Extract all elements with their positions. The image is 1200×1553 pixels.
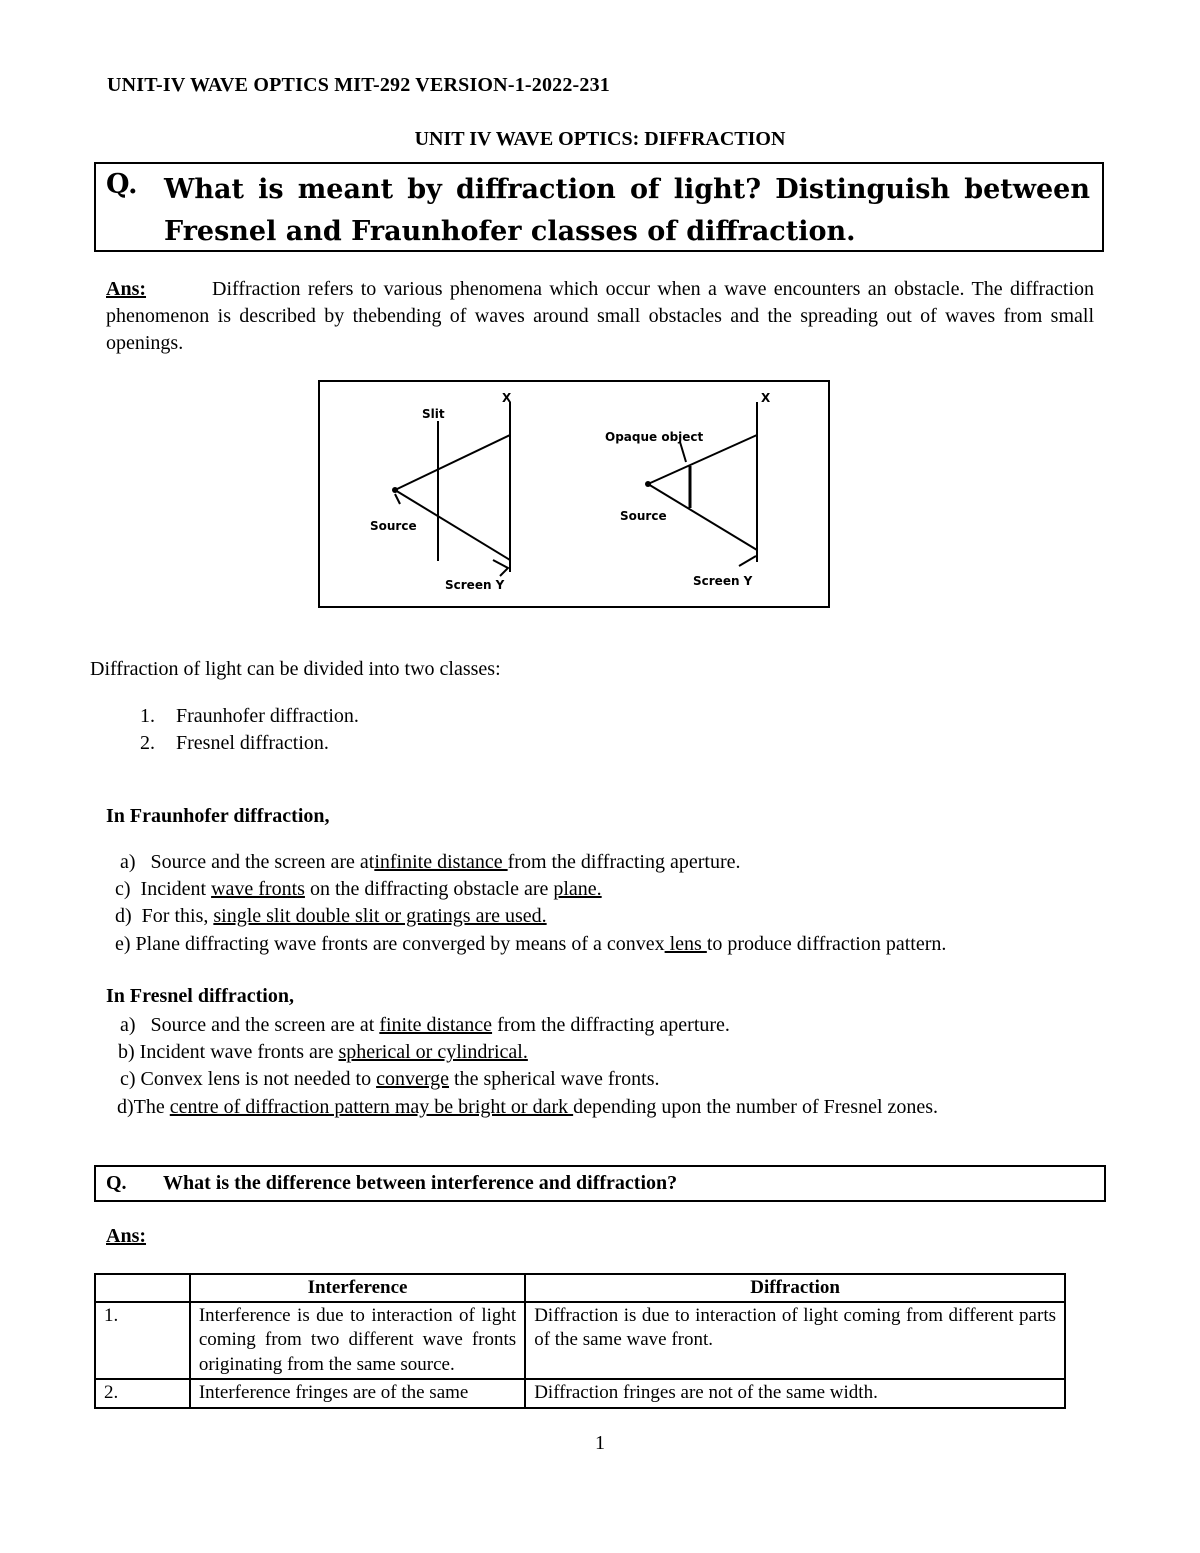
fraunhofer-heading: In Fraunhofer diffraction, xyxy=(106,805,330,827)
right-x-label: X xyxy=(761,391,771,405)
fresnel-item-b: b) Incident wave fronts are spherical or cylindrical. xyxy=(118,1041,528,1063)
table-header-diffraction: Diffraction xyxy=(525,1274,1065,1302)
table-header-row xyxy=(95,1274,1065,1302)
left-source-pointer xyxy=(395,494,400,504)
diffraction-diagram xyxy=(320,382,828,606)
question-1-text: What is meant by diffraction of light? Distinguish between Fresnel and Fraunhofer classes of diffraction. xyxy=(164,174,1090,247)
question-2-box xyxy=(94,1165,1106,1202)
fresnel-item-d: d)The centre of diffraction pattern may be bright or dark depending upon the number of Fresnel zones. xyxy=(117,1096,939,1118)
right-screen-pointer xyxy=(739,556,756,566)
classes-list xyxy=(140,703,359,757)
table-row xyxy=(95,1302,1065,1380)
right-source-label: Source xyxy=(620,509,667,523)
list-item: 2. Fresnel diffraction. xyxy=(140,732,329,754)
diffraction-figure xyxy=(318,380,830,608)
slit-label: Slit xyxy=(422,407,445,421)
comparison-table xyxy=(94,1273,1066,1409)
list-item: 1. Fraunhofer diffraction. xyxy=(140,705,359,727)
left-source-dot xyxy=(392,487,398,493)
answer-1-text: Diffraction refers to various phenomena which occur when a wave encounters an obstacle. The diffraction phenomenon is described by thebending of waves around small obstacles and the spreading out of waves from small openings. xyxy=(106,278,1094,354)
table-cell-interference: Interference is due to interaction of light coming from two different wave fronts originating from the same source. xyxy=(190,1302,525,1380)
fraunhofer-item-e: e) Plane diffracting wave fronts are converged by means of a convex lens to produce diffraction pattern. xyxy=(115,933,947,955)
fresnel-item-a: a) Source and the screen are at finite distance from the diffracting aperture. xyxy=(120,1014,730,1036)
table-cell-interference: Interference fringes are of the same xyxy=(190,1379,525,1408)
answer-1-label: Ans: xyxy=(106,278,147,300)
unit-title: UNIT IV WAVE OPTICS: DIFFRACTION xyxy=(414,128,786,150)
table-header-interference: Interference xyxy=(190,1274,525,1302)
fraunhofer-item-c: c) Incident wave fronts on the diffracting obstacle are plane. xyxy=(115,878,602,900)
table-cell-num: 2. xyxy=(95,1379,190,1408)
page-number: 1 xyxy=(595,1432,605,1454)
table-row xyxy=(95,1379,1065,1408)
answer-2-label: Ans: xyxy=(106,1225,147,1247)
table-header-num xyxy=(95,1274,190,1302)
fraunhofer-item-a: a) Source and the screen are atinfinite distance from the diffracting aperture. xyxy=(120,851,741,873)
right-screen-label: Screen Y xyxy=(693,574,753,588)
question-1-box xyxy=(94,162,1104,252)
left-x-label: X xyxy=(502,391,512,405)
classes-intro: Diffraction of light can be divided into two classes: xyxy=(90,658,501,680)
table-cell-diffraction: Diffraction fringes are not of the same width. xyxy=(525,1379,1065,1408)
left-upper-ray xyxy=(395,435,510,490)
question-2-text: What is the difference between interference and diffraction? xyxy=(163,1172,678,1194)
opaque-object-label: Opaque object xyxy=(605,430,704,444)
left-screen-label: Screen Y xyxy=(445,578,505,592)
page-header: UNIT-IV WAVE OPTICS MIT-292 VERSION-1-2022-231 xyxy=(107,74,611,96)
table-cell-diffraction: Diffraction is due to interaction of light coming from different parts of the same wave front. xyxy=(525,1302,1065,1380)
answer-1 xyxy=(106,276,1094,357)
question-1-label: Q. xyxy=(106,169,138,200)
fraunhofer-item-d: d) For this, single slit double slit or gratings are used. xyxy=(115,905,547,927)
fresnel-item-c: c) Convex lens is not needed to converge the spherical wave fronts. xyxy=(120,1068,660,1090)
left-source-label: Source xyxy=(370,519,417,533)
opaque-pointer xyxy=(680,442,686,462)
right-source-dot xyxy=(645,481,651,487)
fresnel-heading: In Fresnel diffraction, xyxy=(106,985,294,1007)
left-screen-pointer xyxy=(493,560,508,576)
question-2-label: Q. xyxy=(106,1172,127,1194)
table-cell-num: 1. xyxy=(95,1302,190,1380)
